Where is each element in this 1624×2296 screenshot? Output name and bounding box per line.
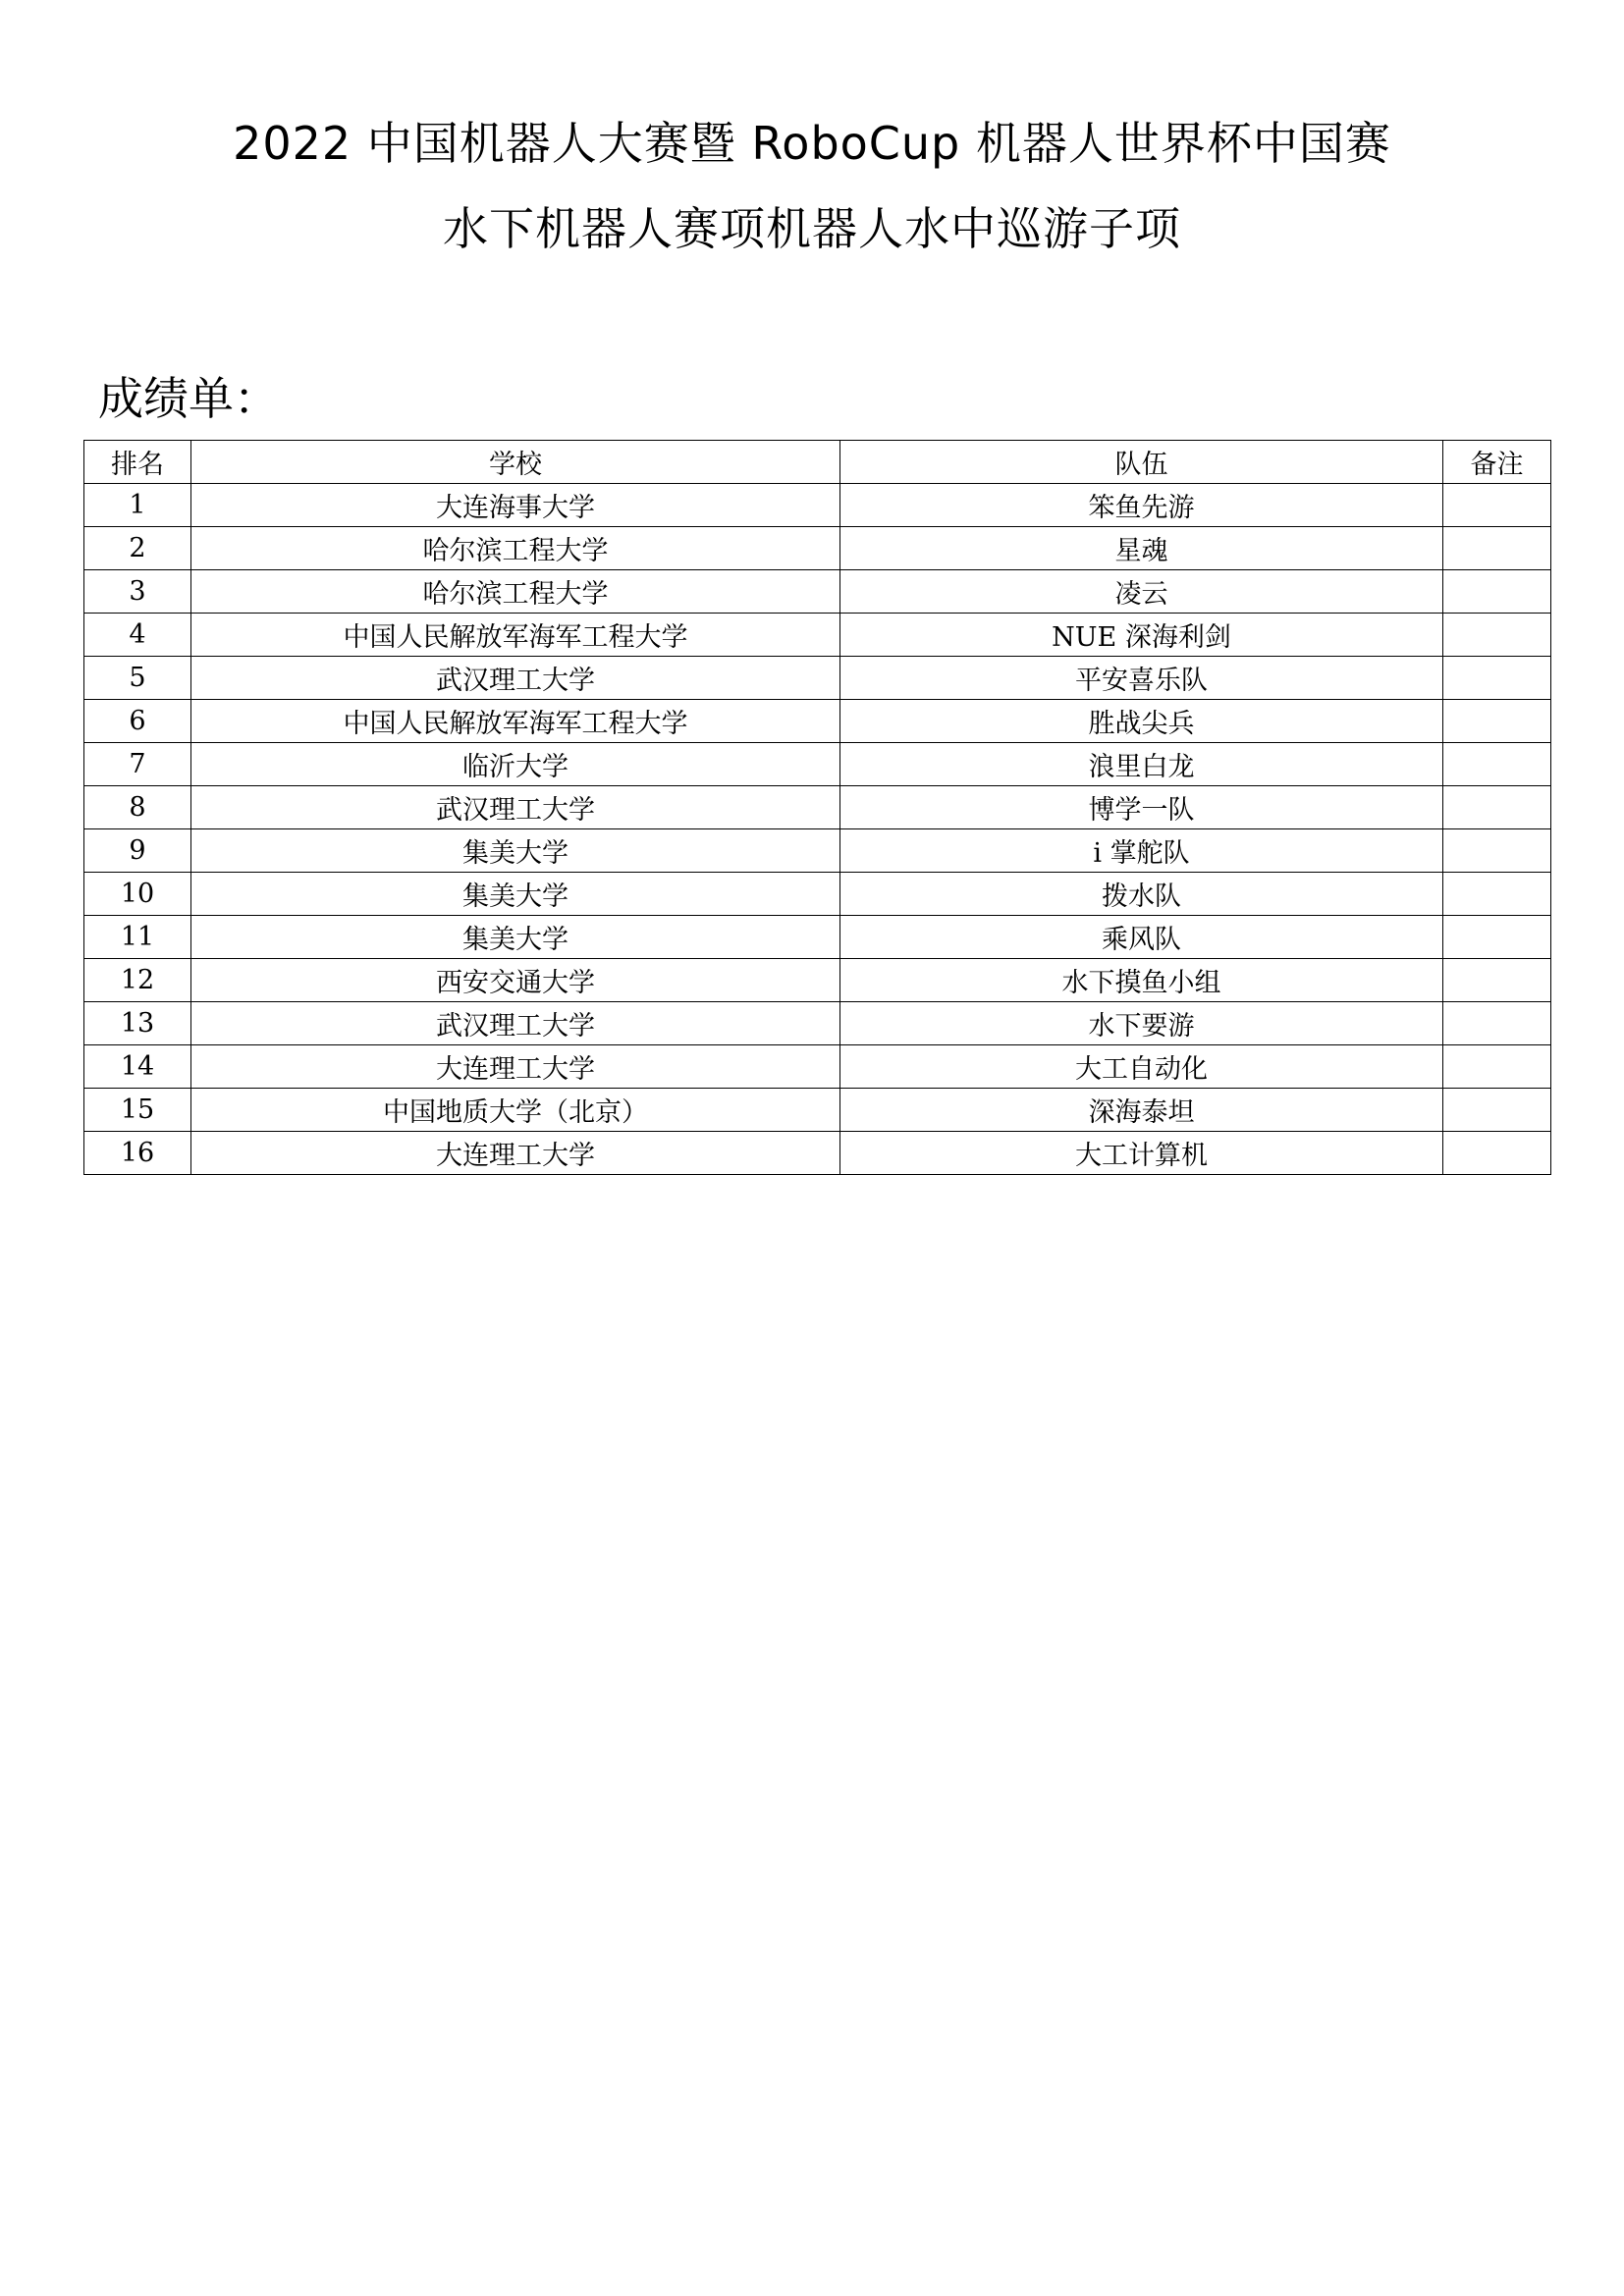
cell-team: 深海泰坦	[840, 1089, 1443, 1132]
cell-school: 中国地质大学（北京）	[191, 1089, 840, 1132]
cell-rank: 5	[84, 657, 191, 700]
cell-team: 水下要游	[840, 1002, 1443, 1045]
cell-rank: 12	[84, 959, 191, 1002]
cell-team: 凌云	[840, 570, 1443, 614]
table-row	[84, 786, 1551, 829]
table-row	[84, 657, 1551, 700]
cell-rank: 11	[84, 916, 191, 959]
cell-note	[1443, 527, 1551, 570]
document-title-line1: 2022 中国机器人大赛暨 RoboCup 机器人世界杯中国赛	[233, 117, 1391, 170]
cell-team: 水下摸鱼小组	[840, 959, 1443, 1002]
cell-rank: 13	[84, 1002, 191, 1045]
cell-note	[1443, 916, 1551, 959]
cell-rank: 15	[84, 1089, 191, 1132]
results-table	[83, 440, 1551, 1175]
cell-school: 中国人民解放军海军工程大学	[191, 614, 840, 657]
cell-team: 拨水队	[840, 873, 1443, 916]
cell-school: 哈尔滨工程大学	[191, 527, 840, 570]
cell-rank: 14	[84, 1045, 191, 1089]
cell-rank: 16	[84, 1132, 191, 1175]
table-row	[84, 1132, 1551, 1175]
cell-team: 胜战尖兵	[840, 700, 1443, 743]
cell-team: 大工自动化	[840, 1045, 1443, 1089]
table-row	[84, 614, 1551, 657]
cell-school: 西安交通大学	[191, 959, 840, 1002]
cell-note	[1443, 829, 1551, 873]
cell-note	[1443, 786, 1551, 829]
cell-school: 大连理工大学	[191, 1132, 840, 1175]
table-row	[84, 873, 1551, 916]
cell-school: 武汉理工大学	[191, 786, 840, 829]
cell-note	[1443, 743, 1551, 786]
table-row	[84, 570, 1551, 614]
cell-note	[1443, 614, 1551, 657]
cell-school: 武汉理工大学	[191, 1002, 840, 1045]
table-row	[84, 1045, 1551, 1089]
cell-team: 大工计算机	[840, 1132, 1443, 1175]
results-section-label: 成绩单：	[98, 372, 279, 425]
cell-team: 浪里白龙	[840, 743, 1443, 786]
table-row	[84, 743, 1551, 786]
cell-note	[1443, 1045, 1551, 1089]
cell-school: 哈尔滨工程大学	[191, 570, 840, 614]
cell-school: 中国人民解放军海军工程大学	[191, 700, 840, 743]
cell-note	[1443, 1132, 1551, 1175]
cell-note	[1443, 570, 1551, 614]
table-row	[84, 700, 1551, 743]
cell-note	[1443, 959, 1551, 1002]
cell-rank: 9	[84, 829, 191, 873]
cell-note	[1443, 700, 1551, 743]
cell-note	[1443, 657, 1551, 700]
cell-rank: 10	[84, 873, 191, 916]
table-row	[84, 484, 1551, 527]
cell-team: 博学一队	[840, 786, 1443, 829]
cell-rank: 1	[84, 484, 191, 527]
cell-note	[1443, 873, 1551, 916]
table-header-row	[84, 441, 1551, 484]
cell-school: 集美大学	[191, 829, 840, 873]
header-team: 队伍	[840, 441, 1443, 484]
table-row	[84, 1089, 1551, 1132]
header-rank: 排名	[84, 441, 191, 484]
header-school: 学校	[191, 441, 840, 484]
cell-rank: 2	[84, 527, 191, 570]
cell-note	[1443, 484, 1551, 527]
cell-school: 临沂大学	[191, 743, 840, 786]
cell-school: 大连理工大学	[191, 1045, 840, 1089]
cell-rank: 8	[84, 786, 191, 829]
cell-team: 笨鱼先游	[840, 484, 1443, 527]
cell-school: 武汉理工大学	[191, 657, 840, 700]
cell-rank: 3	[84, 570, 191, 614]
cell-school: 大连海事大学	[191, 484, 840, 527]
cell-note	[1443, 1089, 1551, 1132]
cell-rank: 4	[84, 614, 191, 657]
header-note: 备注	[1443, 441, 1551, 484]
cell-school: 集美大学	[191, 873, 840, 916]
cell-team: i 掌舵队	[840, 829, 1443, 873]
cell-team: 平安喜乐队	[840, 657, 1443, 700]
document-title-line2: 水下机器人赛项机器人水中巡游子项	[443, 202, 1181, 255]
cell-school: 集美大学	[191, 916, 840, 959]
table-row	[84, 829, 1551, 873]
table-row	[84, 959, 1551, 1002]
cell-team: NUE 深海利剑	[840, 614, 1443, 657]
cell-team: 乘风队	[840, 916, 1443, 959]
table-row	[84, 1002, 1551, 1045]
cell-note	[1443, 1002, 1551, 1045]
cell-team: 星魂	[840, 527, 1443, 570]
table-row	[84, 916, 1551, 959]
cell-rank: 6	[84, 700, 191, 743]
cell-rank: 7	[84, 743, 191, 786]
table-row	[84, 527, 1551, 570]
